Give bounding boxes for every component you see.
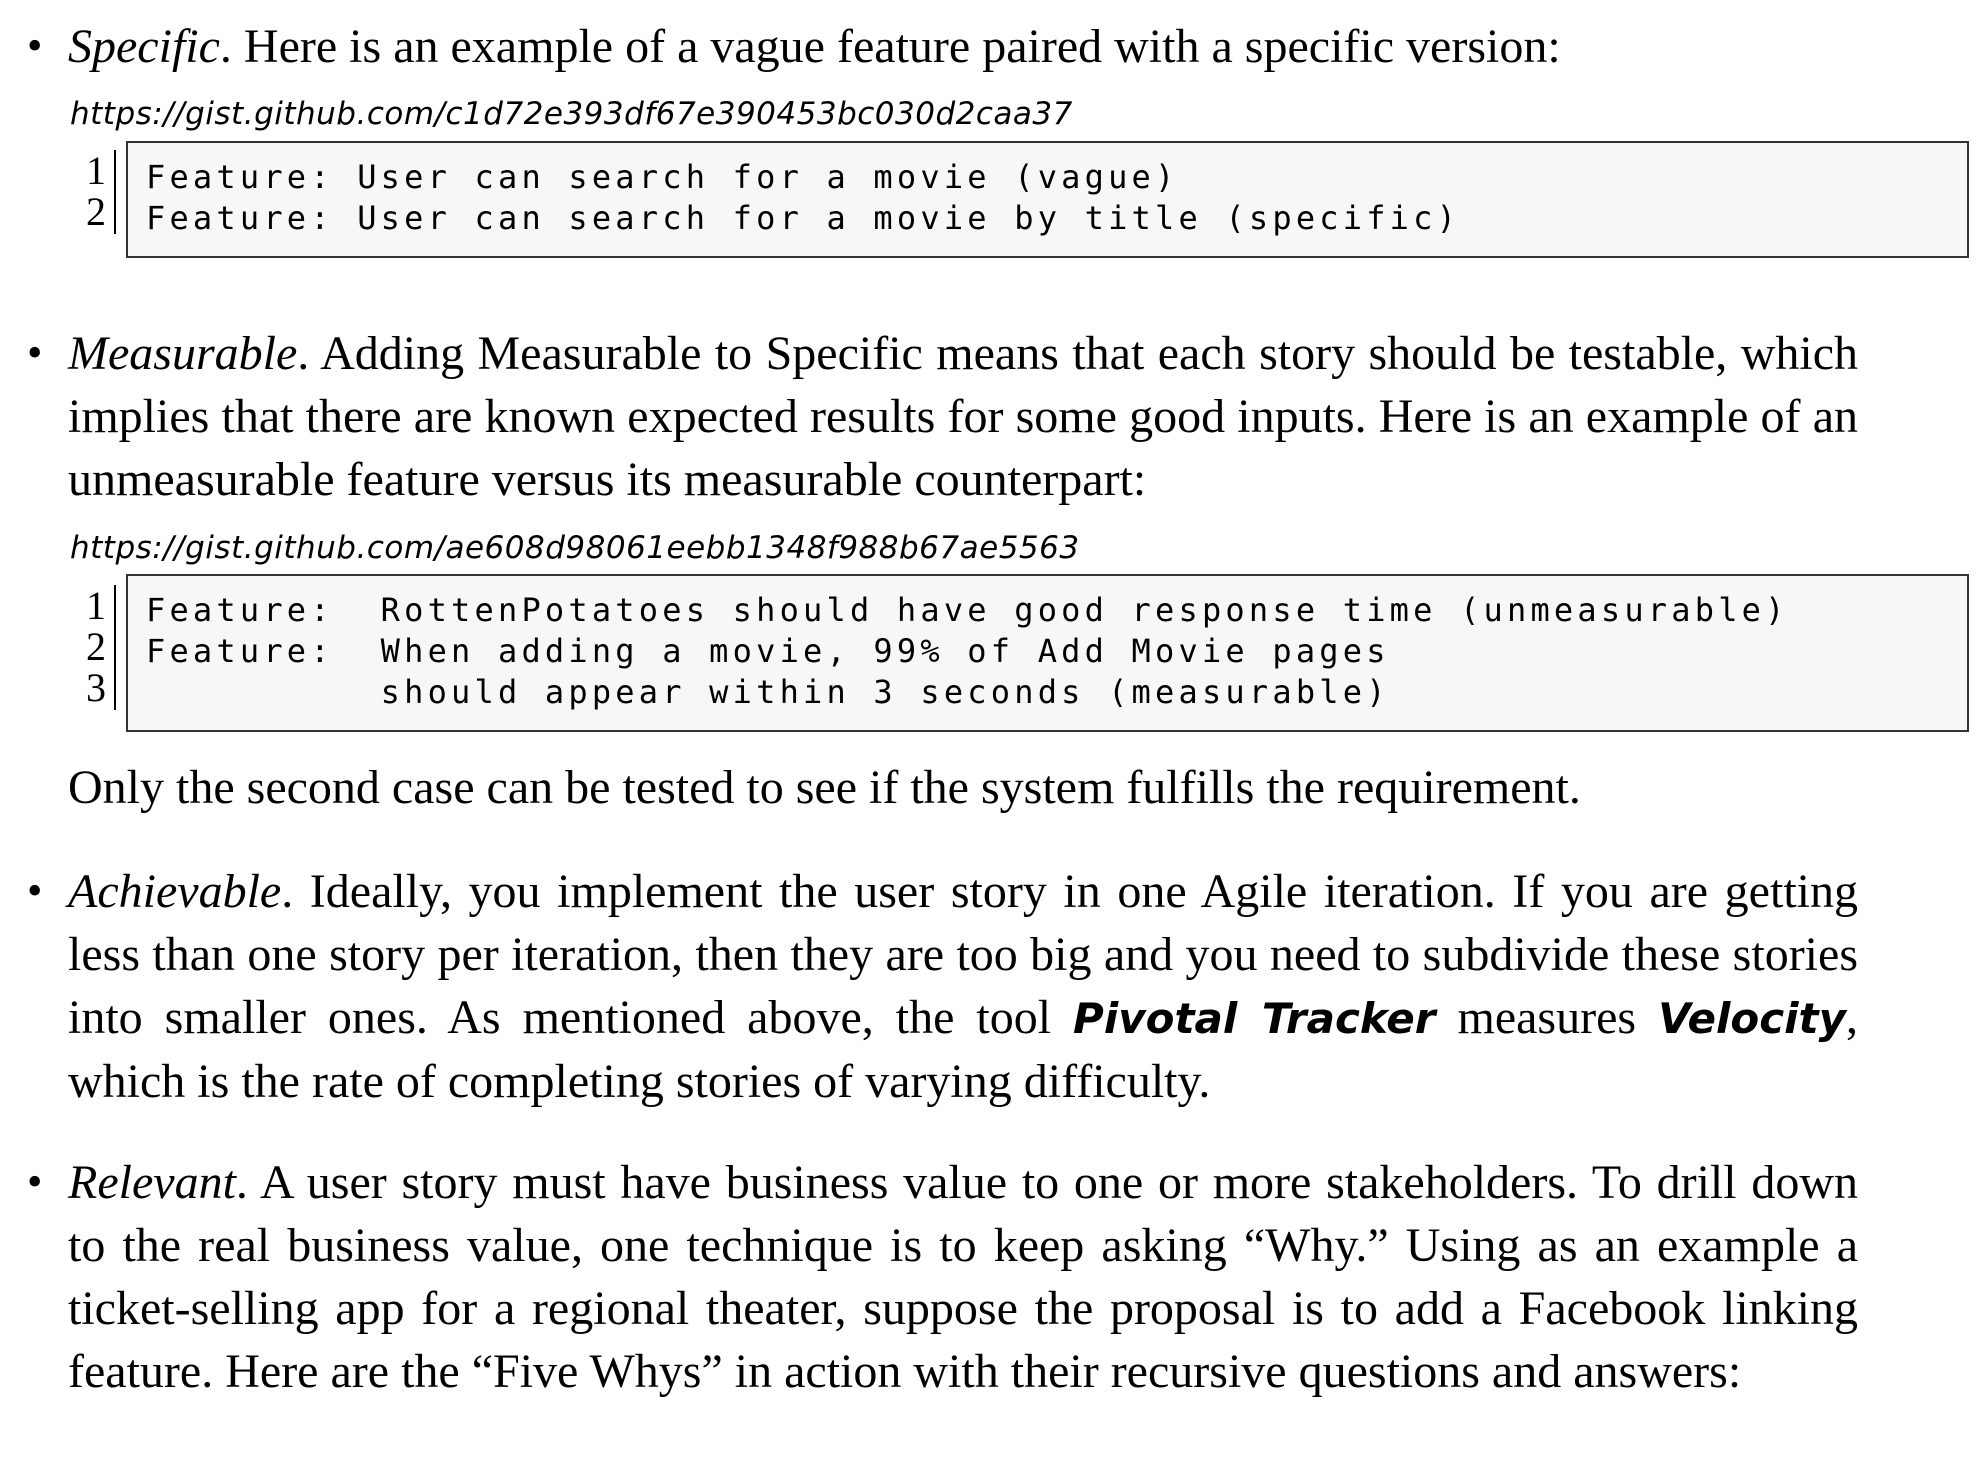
code-line: Feature: When adding a movie, 99% of Add Movie pages [146,632,1390,670]
gist-link-measurable[interactable]: https://gist.github.com/ae608d98061eebb1348f988b67ae5563 [70,530,1080,566]
term-measurable: Measurable [68,327,298,380]
bullet-specific: • [27,21,43,70]
code-line-numbers-specific [76,150,106,232]
text-specific: . Here is an example of a vague feature paired with a specific version: [219,20,1561,73]
metric-name-velocity: Velocity [1658,994,1846,1043]
paragraph-measurable [68,322,1858,511]
code-rule-measurable [114,585,116,710]
code-rule-specific [114,150,116,234]
text-achievable-1: . Ideally, you implement the user story in one Agile iteration. If you are getting less than one story per iteration, then they are too big and you need to subdivide these stories into smaller ones. As mentioned above, the tool [68,865,1858,1044]
code-line: Feature: RottenPotatoes should have good response time (unmeasurable) [146,591,1789,629]
paragraph-achievable [68,860,1858,1113]
text-achievable-2: measures [1435,991,1659,1044]
code-line-numbers-measurable [76,585,106,708]
paragraph-relevant [68,1151,1858,1403]
line-number: 2 [86,624,106,669]
bullet-measurable: • [27,328,43,377]
code-line: Feature: User can search for a movie by title (specific) [146,199,1461,237]
line-number: 2 [86,189,106,234]
bullet-relevant: • [27,1157,43,1206]
paragraph-specific [68,15,1858,78]
bullet-achievable: • [27,866,43,915]
term-achievable: Achievable [68,865,282,918]
term-specific: Specific [68,20,220,73]
code-line: should appear within 3 seconds (measurable) [146,673,1390,711]
line-number: 1 [86,148,106,193]
gist-link-specific[interactable]: https://gist.github.com/c1d72e393df67e390453bc030d2caa37 [70,96,1073,132]
text-achievable-3: , which is the rate of completing stories of varying difficulty. [68,991,1858,1108]
text-measurable: . Adding Measurable to Specific means that each story should be testable, which implies that there are known expected results for some good inputs. Here is an example of an unmeasurable feature versus its measurable counterpart: [68,327,1858,506]
term-relevant: Relevant [68,1156,236,1209]
code-block-measurable [126,574,1969,732]
tool-name-pivotal-tracker: Pivotal Tracker [1073,994,1436,1043]
code-line: Feature: User can search for a movie (vague) [146,158,1179,196]
code-block-specific [126,141,1969,258]
paragraph-measurable-followup: Only the second case can be tested to see if the system fulfills the requirement. [68,761,1581,814]
line-number: 1 [86,583,106,628]
text-relevant: . A user story must have business value to one or more stakeholders. To drill down to the real business value, one technique is to keep asking “Why.” Using as an example a ticket-selling app for a regional theater, suppose the proposal is to add a Facebook linking feature. Here are the “Five Whys” in action with their recursive questions and answers: [68,1156,1858,1398]
line-number: 3 [86,665,106,710]
